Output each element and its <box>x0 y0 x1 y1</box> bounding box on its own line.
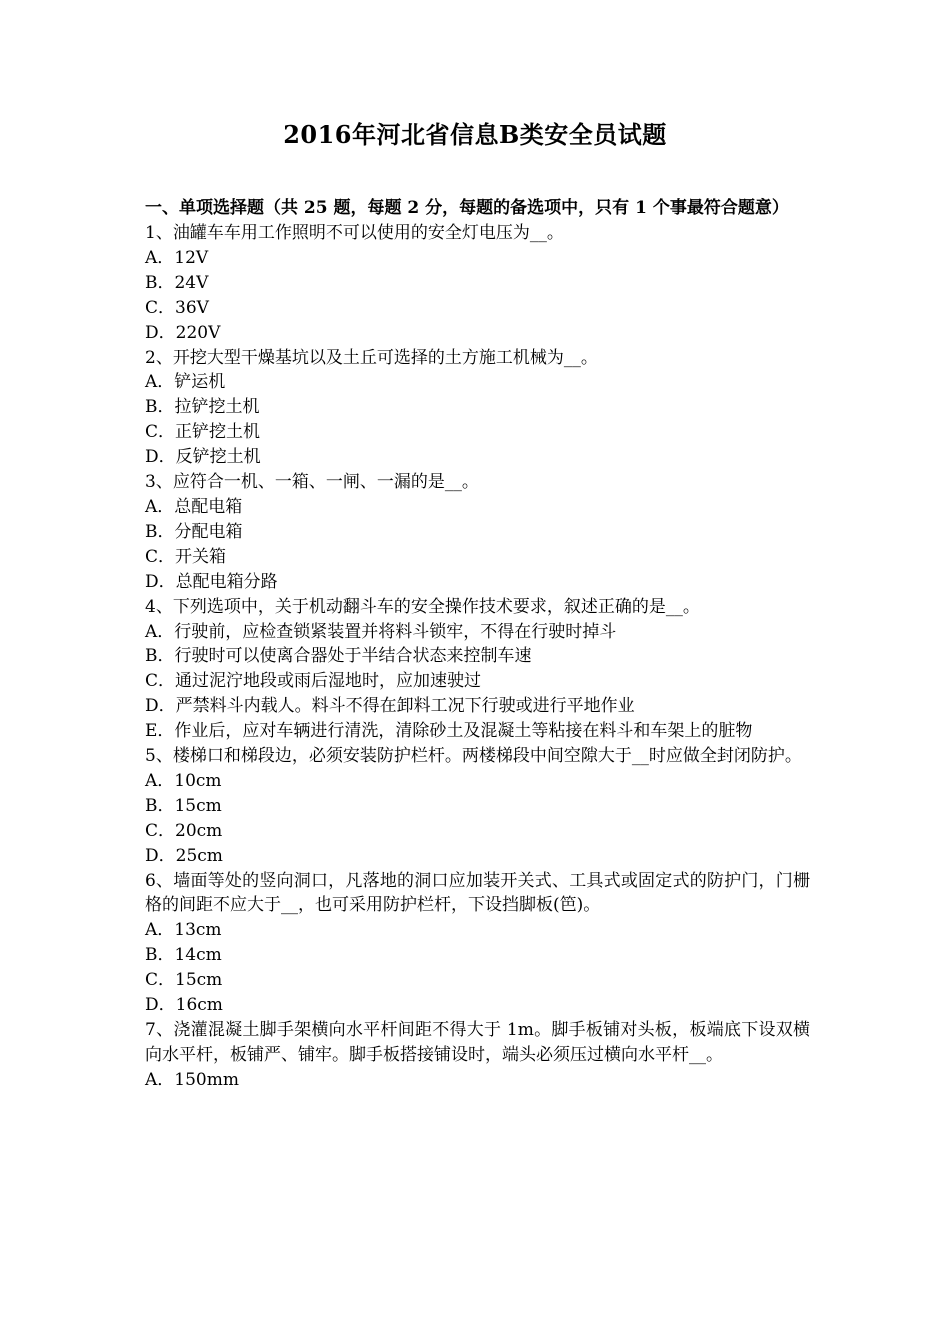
answer-option: C．正铲挖土机 <box>145 422 261 443</box>
question-stem: 3、应符合一机、一箱、一闸、一漏的是__。 <box>145 472 479 493</box>
answer-option: A．铲运机 <box>145 372 226 393</box>
answer-option: C．15cm <box>145 970 223 991</box>
answer-option: A．150mm <box>145 1069 239 1090</box>
answer-option: D．220V <box>145 322 221 343</box>
answer-option: D．16cm <box>145 995 223 1016</box>
answer-option: E．作业后，应对车辆进行清洗，清除砂土及混凝土等粘接在料斗和车架上的脏物 <box>145 721 753 742</box>
document-title: 2016年河北省信息B类安全员试题 <box>283 120 667 149</box>
answer-option: A．行驶前，应检查锁紧装置并将料斗锁牢，不得在行驶时掉斗 <box>145 621 617 642</box>
question-stem: 1、油罐车车用工作照明不可以使用的安全灯电压为__。 <box>145 223 564 243</box>
answer-option: C．开关箱 <box>145 546 227 567</box>
answer-option: D．25cm <box>145 845 223 866</box>
answer-option: A．12V <box>145 247 209 268</box>
answer-option: B．分配电箱 <box>145 521 243 542</box>
section-heading: 一、单项选择题（共 25 题，每题 2 分，每题的备选项中，只有 1 个事最符合题意） <box>145 198 789 218</box>
question-stem: 2、开挖大型干燥基坑以及土丘可选择的土方施工机械为__。 <box>145 347 598 368</box>
answer-option: C．20cm <box>145 820 223 841</box>
answer-option: A．总配电箱 <box>145 496 243 517</box>
answer-option: C．36V <box>145 297 209 318</box>
answer-option: D．严禁料斗内载人。料斗不得在卸料工况下行驶或进行平地作业 <box>145 696 635 717</box>
answer-option: A．13cm <box>145 920 222 941</box>
answer-option: C．通过泥泞地段或雨后湿地时，应加速驶过 <box>145 671 482 692</box>
question-stem: 6、墙面等处的竖向洞口，凡落地的洞口应加装开关式、工具式或固定式的防护门，门栅格的间距不应大于__，也可采用防护栏杆，下设挡脚板(笆)。 <box>145 870 810 916</box>
answer-option: A．10cm <box>145 770 222 791</box>
question-stem: 7、浇灌混凝土脚手架横向水平杆间距不得大于 1m。脚手板铺对头板，板端底下设双横向水平杆，板铺严、铺牢。脚手板搭接铺设时，端头必须压过横向水平杆__。 <box>145 1020 810 1065</box>
document-body <box>145 196 810 1093</box>
answer-option: B．拉铲挖土机 <box>145 397 260 418</box>
answer-option: B．行驶时可以使离合器处于半结合状态来控制车速 <box>145 646 532 667</box>
answer-option: B．15cm <box>145 795 222 816</box>
question-stem: 4、下列选项中，关于机动翻斗车的安全操作技术要求，叙述正确的是__。 <box>145 596 700 617</box>
answer-option: D．总配电箱分路 <box>145 571 278 592</box>
question-stem: 5、楼梯口和梯段边，必须安装防护栏杆。两楼梯段中间空隙大于__时应做全封闭防护。 <box>145 746 802 767</box>
answer-option: B．24V <box>145 272 209 293</box>
answer-option: B．14cm <box>145 945 222 966</box>
answer-option: D．反铲挖土机 <box>145 447 261 468</box>
